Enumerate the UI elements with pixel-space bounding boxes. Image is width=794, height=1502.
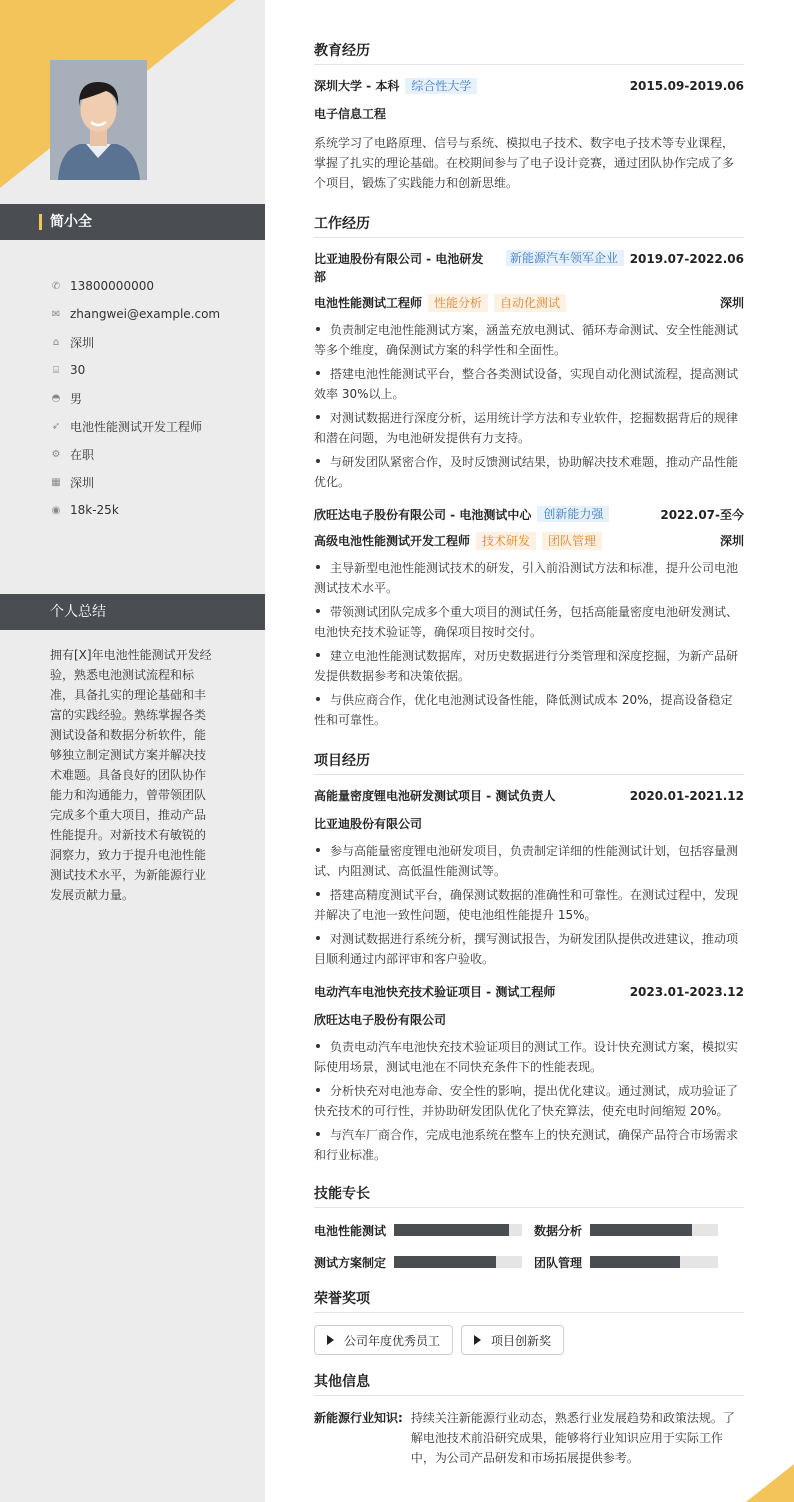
project-date: 2023.01-2023.12: [629, 985, 744, 999]
position-row: [314, 294, 744, 312]
contact-text: 深圳: [70, 335, 95, 350]
contact-item: [50, 412, 250, 440]
contact-text: zhangwei@example.com: [70, 307, 221, 321]
position-name: 高级电池性能测试开发工程师: [314, 534, 471, 548]
bullet-item: [314, 1081, 744, 1121]
bullet-dot: [316, 609, 320, 613]
play-icon: [474, 1335, 481, 1345]
skill-tag: 技术研发: [476, 532, 536, 550]
company-name: 比亚迪股份有限公司 - 电池研发部: [314, 252, 484, 284]
job-date: 2022.07-至今: [660, 508, 744, 522]
skill-bar: [590, 1224, 718, 1236]
bullet-text: 搭建高精度测试平台，确保测试数据的准确性和可靠性。在测试过程中，发现并解决了电池一致性问题，使电池组性能提升 15%。: [314, 888, 739, 922]
job-date: 2019.07-2022.06: [629, 252, 744, 266]
education-desc: 系统学习了电路原理、信号与系统、模拟电子技术、数字电子技术等专业课程，掌握了扎实的理论基础。在校期间参与了电子设计竞赛，通过团队协作完成了多个项目，锻炼了实践能力和创新思维。: [314, 136, 735, 190]
project-company: 比亚迪股份有限公司: [314, 817, 423, 831]
school-name: 深圳大学 - 本科: [314, 79, 400, 93]
job-city: 深圳: [719, 296, 744, 310]
other-list: [314, 1408, 744, 1468]
position-row: [314, 532, 744, 550]
project-entry: [314, 983, 744, 1165]
contact-item: [50, 328, 250, 356]
bullet-dot: [316, 936, 320, 940]
bullet-item: [314, 929, 744, 969]
skill-bar-fill: [590, 1224, 692, 1236]
project-bullets: [314, 1037, 744, 1165]
bullet-item: [314, 1037, 744, 1077]
project-name: 电动汽车电池快充技术验证项目 - 测试工程师: [314, 985, 556, 999]
skills-section: [314, 1183, 744, 1272]
bullet-text: 负责制定电池性能测试方案，涵盖充放电测试、循环寿命测试、安全性能测试等多个维度，确保测试方案的科学性和全面性。: [314, 323, 739, 357]
bullet-text: 搭建电池性能测试平台，整合各类测试设备，实现自动化测试流程，提高测试效率 30%以上。: [314, 367, 739, 401]
other-section: [314, 1371, 744, 1468]
bullet-text: 带领测试团队完成多个重大项目的测试任务，包括高能量密度电池研发测试、电池快充技术验证等，确保项目按时交付。: [314, 605, 739, 639]
bullet-text: 与汽车厂商合作，完成电池系统在整车上的快充测试，确保产品符合市场需求和行业标准。: [314, 1128, 739, 1162]
status-icon: ⚙: [51, 448, 61, 460]
skill-bar: [394, 1256, 522, 1268]
contact-text: 电池性能测试开发工程师: [70, 419, 203, 434]
awards-section: [314, 1288, 744, 1355]
section-title-skills: 技能专长: [314, 1183, 744, 1208]
contact-list: [50, 272, 250, 524]
contact-text: 深圳: [70, 475, 95, 490]
contact-text: 在职: [70, 447, 95, 462]
summary-title: 个人总结: [0, 594, 265, 630]
bullet-item: [314, 452, 744, 492]
job-icon: ➶: [51, 420, 61, 432]
job-header: [314, 506, 744, 524]
section-title-other: 其他信息: [314, 1371, 744, 1396]
bullet-text: 分析快充对电池寿命、安全性的影响，提出优化建议。通过测试，成功验证了快充技术的可行性，并协助研发团队优化了快充算法，使充电时间缩短 20%。: [314, 1084, 739, 1118]
bullet-dot: [316, 1132, 320, 1136]
bullet-item: [314, 364, 744, 404]
bullet-text: 对测试数据进行系统分析，撰写测试报告，为研发团队提供改进建议，推动项目顺利通过内部评审和客户验收。: [314, 932, 739, 966]
bullet-item: [314, 408, 744, 448]
bullet-dot: [316, 371, 320, 375]
skill-tag: 性能分析: [428, 294, 488, 312]
main-content: [314, 40, 744, 1468]
home-icon: ⌂: [52, 336, 60, 348]
skill-bar: [590, 1256, 718, 1268]
salary-icon: ◉: [51, 504, 61, 516]
job-entry: [314, 250, 744, 492]
contact-item: [50, 356, 250, 384]
bullet-item: [314, 602, 744, 642]
skill-tag: 团队管理: [542, 532, 602, 550]
bullet-item: [314, 558, 744, 598]
project-bullets: [314, 841, 744, 969]
bullet-item: [314, 320, 744, 360]
award-item[interactable]: [461, 1325, 564, 1355]
name-bar: 简小全: [0, 204, 265, 240]
company-name: 欣旺达电子股份有限公司 - 电池测试中心: [314, 508, 532, 522]
other-key: 新能源行业知识:: [314, 1411, 403, 1425]
job-bullets: [314, 320, 744, 492]
section-title-awards: 荣誉奖项: [314, 1288, 744, 1313]
skill-tag: 自动化测试: [494, 294, 566, 312]
contact-text: 男: [70, 391, 83, 406]
skill-item: [534, 1252, 744, 1272]
award-label: 公司年度优秀员工: [344, 1333, 441, 1348]
work-section: [314, 213, 744, 730]
phone-icon: ✆: [51, 280, 61, 292]
award-item[interactable]: [314, 1325, 453, 1355]
email-icon: ✉: [51, 308, 61, 320]
bullet-dot: [316, 327, 320, 331]
job-entry: [314, 506, 744, 730]
play-icon: [327, 1335, 334, 1345]
project-date: 2020.01-2021.12: [629, 789, 744, 803]
bullet-dot: [316, 1044, 320, 1048]
education-section: [314, 40, 744, 203]
skill-item: [534, 1220, 744, 1240]
education-date: 2015.09-2019.06: [629, 79, 744, 93]
awards-list: [314, 1325, 744, 1355]
contact-text: 18k-25k: [70, 503, 119, 517]
skill-name: 数据分析: [534, 1223, 583, 1238]
bullet-dot: [316, 697, 320, 701]
project-header: [314, 983, 744, 1001]
other-value: 持续关注新能源行业动态，熟悉行业发展趋势和政策法规。了解电池技术前沿研究成果，能够将行业知识应用于实际工作中，为公司产品研发和市场拓展提供参考。: [410, 1411, 735, 1465]
bullet-item: [314, 1125, 744, 1165]
bullet-item: [314, 841, 744, 881]
age-icon: ⌸: [53, 364, 59, 376]
contact-item: [50, 300, 250, 328]
avatar: [50, 60, 147, 180]
projects-section: [314, 750, 744, 1165]
project-name: 高能量密度锂电池研发测试项目 - 测试负责人: [314, 789, 556, 803]
bullet-dot: [316, 653, 320, 657]
contact-text: 30: [70, 363, 86, 377]
section-title-education: 教育经历: [314, 40, 744, 65]
award-label: 项目创新奖: [491, 1333, 552, 1348]
bullet-text: 建立电池性能测试数据库，对历史数据进行分类管理和深度挖掘，为新产品研发提供数据参考和决策依据。: [314, 649, 739, 683]
contact-item: [50, 496, 250, 524]
education-header: [314, 77, 744, 95]
bullet-dot: [316, 848, 320, 852]
section-title-work: 工作经历: [314, 213, 744, 238]
bullet-dot: [316, 415, 320, 419]
bullet-text: 与供应商合作，优化电池测试设备性能，降低测试成本 20%，提高设备稳定性和可靠性。: [314, 693, 733, 727]
bullet-item: [314, 646, 744, 686]
section-title-projects: 项目经历: [314, 750, 744, 775]
skill-name: 测试方案制定: [314, 1255, 387, 1270]
bullet-text: 对测试数据进行深度分析，运用统计学方法和专业软件，挖掘数据背后的规律和潜在问题，为电池研发提供有力支持。: [314, 411, 739, 445]
skill-item: [314, 1252, 534, 1272]
company-tag: 新能源汽车领军企业: [506, 250, 624, 266]
bullet-item: [314, 885, 744, 925]
bullet-dot: [316, 565, 320, 569]
skill-bar-fill: [394, 1256, 496, 1268]
project-entry: [314, 787, 744, 969]
bullet-text: 与研发团队紧密合作，及时反馈测试结果，协助解决技术难题，推动产品性能优化。: [314, 455, 739, 489]
city-icon: ▦: [51, 476, 61, 488]
major: 电子信息工程: [314, 107, 387, 121]
contact-item: [50, 440, 250, 468]
project-list: [314, 787, 744, 1165]
bullet-text: 参与高能量密度锂电池研发项目，负责制定详细的性能测试计划，包括容量测试、内阻测试、高低温性能测试等。: [314, 844, 739, 878]
job-bullets: [314, 558, 744, 730]
school-tag: 综合性大学: [405, 78, 477, 94]
skill-bar-fill: [590, 1256, 680, 1268]
job-list: [314, 250, 744, 730]
company-tag: 创新能力强: [537, 506, 609, 522]
gender-icon: ◓: [51, 392, 61, 404]
skill-name: 团队管理: [534, 1255, 583, 1270]
contact-text: 13800000000: [70, 279, 154, 293]
skills-grid: [314, 1220, 744, 1272]
bullet-dot: [316, 459, 320, 463]
project-company: 欣旺达电子股份有限公司: [314, 1013, 447, 1027]
bullet-dot: [316, 1088, 320, 1092]
other-item: [314, 1408, 744, 1468]
corner-decoration: [746, 1464, 794, 1502]
contact-item: [50, 272, 250, 300]
bullet-text: 负责电动汽车电池快充技术验证项目的测试工作。设计快充测试方案，模拟实际使用场景，测试电池在不同快充条件下的性能表现。: [314, 1040, 739, 1074]
skill-bar: [394, 1224, 522, 1236]
contact-item: [50, 468, 250, 496]
position-name: 电池性能测试工程师: [314, 296, 423, 310]
bullet-item: [314, 690, 744, 730]
summary-text: 拥有[X]年电池性能测试开发经验，熟悉电池测试流程和标准，具备扎实的理论基础和丰富的实践经验。熟练掌握各类测试设备和数据分析软件，能够独立制定测试方案并解决技术难题。具备良好的团队协作能力和沟通能力，曾带领团队完成多个重大项目，推动产品性能提升。对新技术有敏锐的洞察力，致力于提升电池性能测试技术水平，为新能源行业发展贡献力量。: [50, 648, 212, 902]
skill-item: [314, 1220, 534, 1240]
bullet-text: 主导新型电池性能测试技术的研发，引入前沿测试方法和标准，提升公司电池测试技术水平。: [314, 561, 739, 595]
sidebar: [0, 0, 265, 1502]
job-city: 深圳: [719, 534, 744, 548]
job-header: [314, 250, 744, 286]
bullet-dot: [316, 892, 320, 896]
skill-name: 电池性能测试: [314, 1223, 387, 1238]
skill-bar-fill: [394, 1224, 509, 1236]
project-header: [314, 787, 744, 805]
contact-item: [50, 384, 250, 412]
